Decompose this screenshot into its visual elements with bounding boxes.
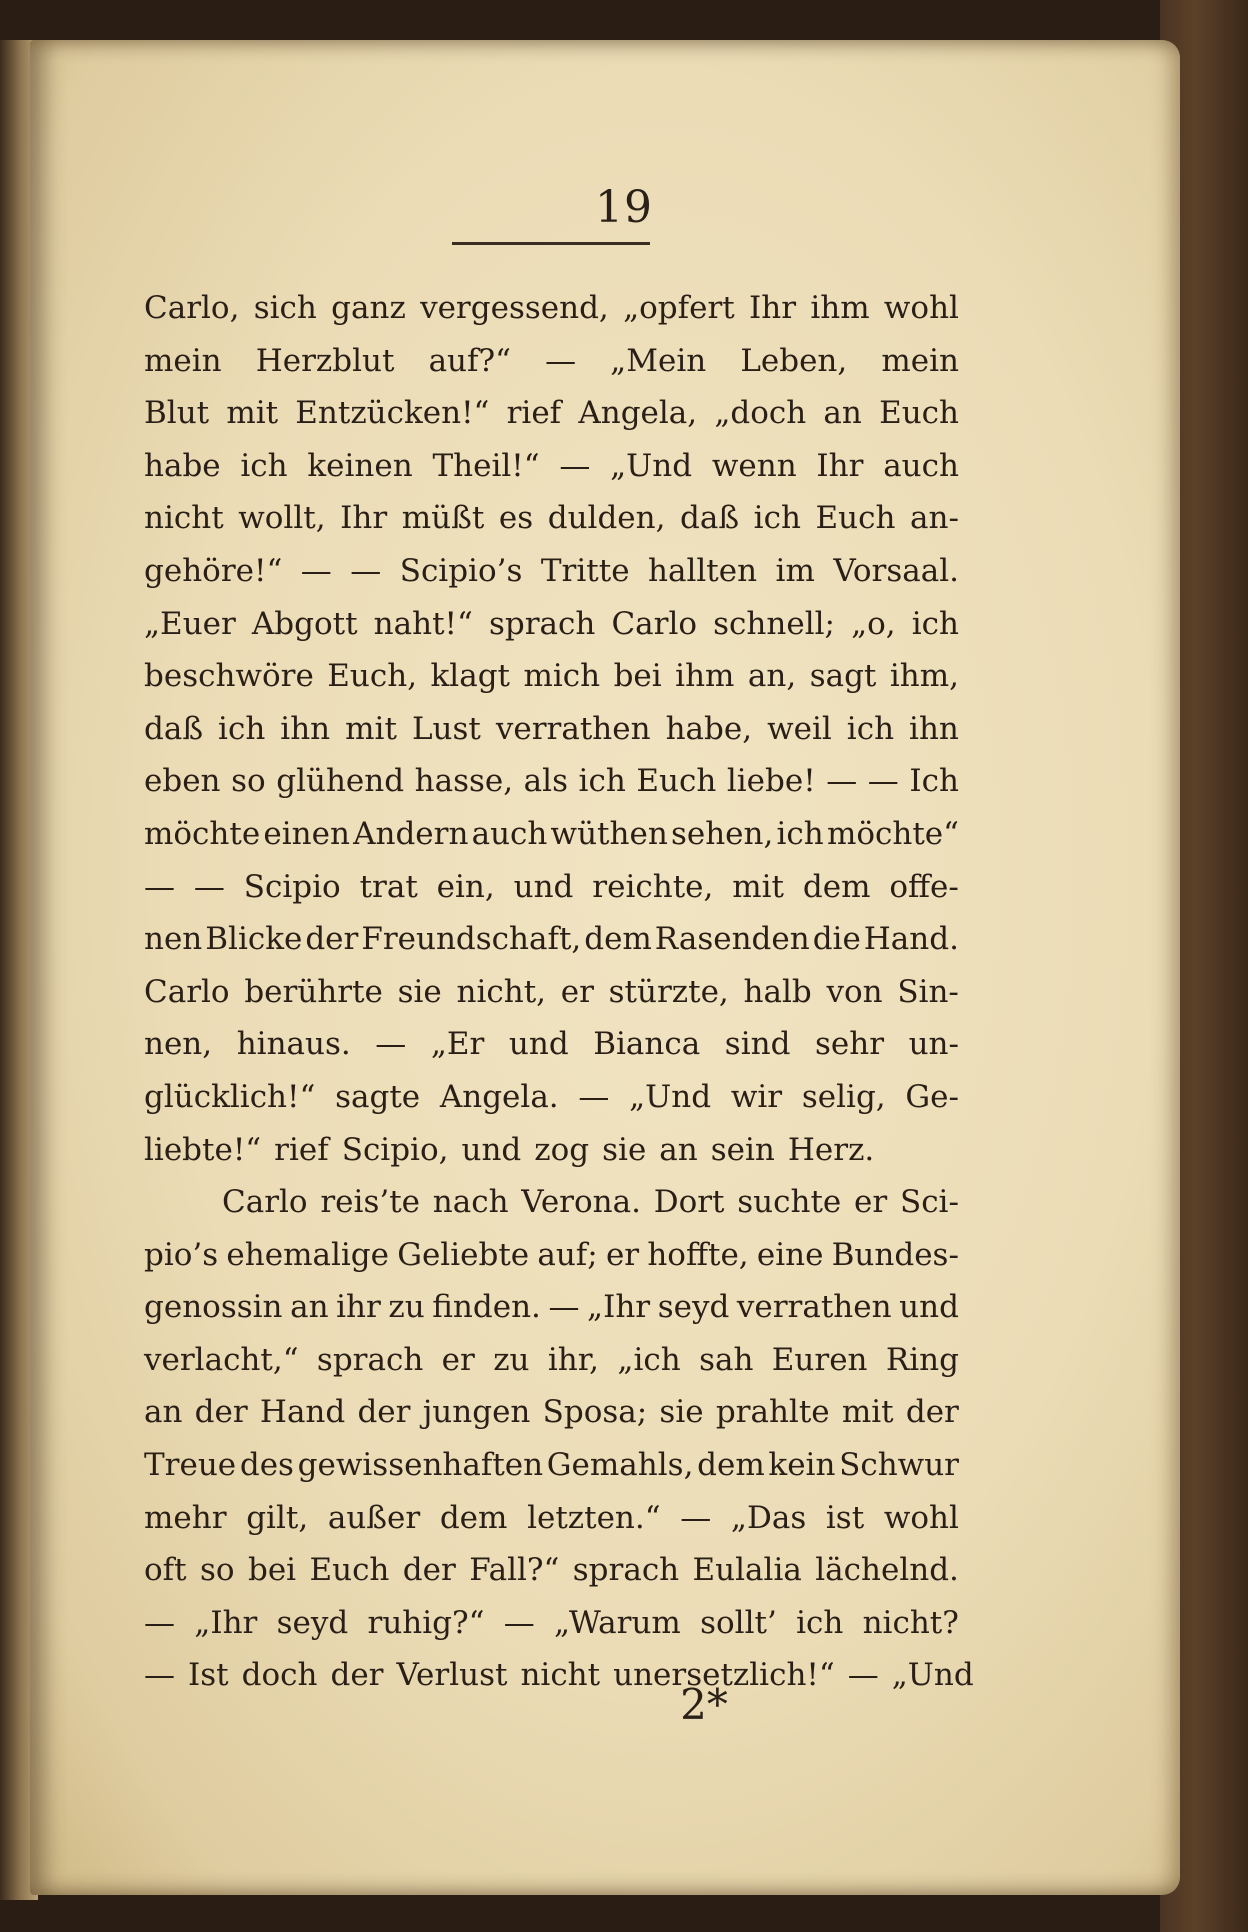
word: Ihr: [749, 290, 797, 326]
word: gehöre!“: [144, 552, 283, 589]
word: „Mein: [610, 342, 707, 379]
word: —: [144, 868, 175, 905]
word: zu: [388, 1289, 425, 1326]
word: Ich: [909, 763, 959, 800]
page-number: 19: [595, 182, 653, 233]
word: daß: [144, 710, 204, 747]
word: „Warum: [554, 1604, 681, 1641]
word: wollt,: [238, 500, 326, 537]
word: pio’s: [144, 1236, 219, 1273]
word: Ihr: [340, 500, 388, 537]
text-line: [144, 1439, 959, 1492]
word: an,: [747, 658, 797, 695]
word: verrathen: [736, 1289, 892, 1326]
word: Leben,: [740, 342, 848, 379]
word: auf?“: [428, 342, 511, 379]
word: nicht: [144, 500, 224, 537]
word: dem: [439, 1499, 508, 1536]
word: ehemalige: [226, 1236, 389, 1273]
word: ich: [578, 763, 626, 800]
word: rief: [274, 1131, 329, 1168]
word: sie: [602, 1131, 647, 1168]
word: un-: [908, 1026, 959, 1063]
word: Verona.: [521, 1184, 641, 1221]
word: verrathen: [495, 710, 651, 747]
word: prahlte: [715, 1394, 830, 1431]
word: —: [578, 1078, 610, 1115]
text-line: [144, 1176, 959, 1229]
word: „Euer: [144, 605, 236, 642]
word: genossin: [144, 1289, 283, 1326]
text-line: [144, 1229, 959, 1282]
word: —: [559, 447, 591, 484]
word: mich: [523, 658, 601, 695]
word: Scipio’s: [399, 552, 523, 589]
text-line: [144, 1597, 959, 1650]
word: mit: [345, 710, 397, 747]
word: ich: [846, 710, 895, 747]
word: —: [144, 1657, 175, 1694]
text-line: [144, 440, 959, 493]
word: der: [357, 1394, 411, 1431]
word: Schwur: [839, 1447, 959, 1484]
word: schnell;: [713, 605, 835, 642]
word: Ring: [885, 1341, 959, 1378]
text-line: [144, 1334, 959, 1387]
word: offe-: [889, 868, 959, 905]
word: an: [659, 1131, 698, 1168]
text-line: [144, 1281, 959, 1334]
text-line: [144, 1071, 959, 1124]
word: trat: [359, 868, 418, 905]
word: —: [193, 868, 225, 905]
word: sie: [659, 1394, 704, 1431]
word: und: [508, 1026, 569, 1063]
word: Sposa;: [542, 1394, 648, 1431]
word: ich: [753, 500, 801, 537]
word: ihn: [280, 710, 331, 747]
word: nicht,: [456, 973, 547, 1010]
word: ihn: [909, 710, 959, 747]
word: „Er: [430, 1026, 485, 1063]
word: ruhig?“: [367, 1604, 485, 1641]
word: dulden,: [547, 500, 666, 537]
word: Euch: [815, 500, 896, 537]
word: Tritte: [540, 552, 630, 589]
word: bei: [247, 1552, 297, 1589]
word: „opfert: [623, 290, 735, 326]
word: ein,: [436, 868, 495, 905]
word: Euch: [309, 1552, 390, 1589]
word: gewissenhaften: [297, 1447, 544, 1484]
word: eben: [144, 763, 221, 800]
word: und: [513, 868, 574, 905]
word: Treue: [144, 1447, 237, 1484]
word: Euch,: [327, 658, 418, 695]
word: liebte!“: [144, 1131, 262, 1168]
text-line: [144, 1386, 959, 1439]
word: so: [231, 763, 266, 800]
word: Euren: [771, 1341, 868, 1378]
word: Herz.: [787, 1131, 875, 1168]
word: ist: [825, 1499, 865, 1536]
word: klagt: [430, 658, 510, 695]
word: letzten.“: [527, 1499, 661, 1536]
word: Angela,: [578, 395, 698, 432]
word: halb: [743, 973, 812, 1010]
text-line: [144, 808, 959, 861]
text-line: [144, 492, 959, 545]
text-line: [144, 703, 959, 756]
word: auch: [471, 815, 548, 852]
text-line: [144, 861, 959, 914]
word: er: [441, 1341, 475, 1378]
text-line: [144, 1018, 959, 1071]
word: mein: [881, 342, 959, 379]
word: wenn: [711, 447, 797, 484]
word: daß: [680, 500, 740, 537]
word: zu: [493, 1341, 530, 1378]
word: Herzblut: [255, 342, 395, 379]
word: „ich: [617, 1341, 681, 1378]
word: Carlo: [611, 605, 698, 642]
word: er: [854, 1184, 888, 1221]
word: hoffte,: [647, 1236, 749, 1273]
word: —: [867, 763, 899, 800]
word: ich: [218, 710, 266, 747]
word: nach: [432, 1184, 509, 1221]
word: der: [330, 1657, 384, 1694]
word: Hand: [259, 1394, 346, 1431]
word: stürzte,: [608, 973, 729, 1010]
word: Abgott: [251, 605, 358, 642]
word: wohl: [883, 290, 959, 326]
word: auch: [883, 447, 959, 484]
word: —: [144, 1604, 175, 1641]
word: „Ihr: [194, 1604, 258, 1641]
word: seyd: [657, 1289, 730, 1326]
word: sagt: [809, 658, 877, 695]
word: Dort: [653, 1184, 725, 1221]
word: habe,: [665, 710, 753, 747]
word: nen: [144, 921, 203, 958]
word: berührte: [244, 973, 383, 1010]
word: Bundes-: [831, 1236, 959, 1273]
word: unersetzlich!“: [613, 1657, 835, 1694]
text-line: [144, 1492, 959, 1545]
word: liebe!: [726, 763, 816, 800]
word: Scipio: [243, 868, 341, 905]
word: Carlo,: [144, 290, 240, 326]
word: Carlo: [222, 1184, 308, 1221]
word: Hand.: [863, 921, 959, 958]
text-line: [144, 545, 959, 598]
word: Sci-: [899, 1184, 959, 1221]
word: und: [899, 1289, 959, 1326]
text-line: [144, 282, 959, 335]
word: auf;: [537, 1236, 598, 1273]
word: finden.: [432, 1289, 541, 1326]
word: sprach: [572, 1552, 680, 1589]
word: wüthen: [550, 815, 668, 852]
word: hallten: [648, 552, 758, 589]
word: Ihr: [816, 447, 864, 484]
word: nen,: [144, 1026, 213, 1063]
word: von: [826, 973, 883, 1010]
word: Angela.: [439, 1078, 559, 1115]
word: sehen,: [670, 815, 774, 852]
word: sprach: [488, 605, 596, 642]
word: oft: [144, 1552, 187, 1589]
word: Ist: [188, 1657, 229, 1694]
word: hinaus.: [236, 1026, 351, 1063]
word: keinen: [307, 447, 413, 484]
word: so: [200, 1552, 235, 1589]
word: Blicke: [205, 921, 303, 958]
word: sind: [724, 1026, 791, 1063]
word: —: [300, 552, 332, 589]
word: beschwöre: [144, 658, 314, 695]
word: ihm: [675, 658, 735, 695]
word: Andern: [353, 815, 469, 852]
word: Eulalia: [692, 1552, 802, 1589]
word: mit: [732, 868, 785, 905]
word: —: [680, 1499, 712, 1536]
word: Vorsaal.: [833, 552, 959, 589]
word: glühend: [276, 763, 405, 800]
word: einen: [263, 815, 350, 852]
word: Geliebte: [397, 1236, 530, 1273]
word: dem: [584, 921, 652, 958]
word: sie: [397, 973, 442, 1010]
word: müßt: [401, 500, 485, 537]
word: jungen: [422, 1394, 531, 1431]
word: der: [402, 1552, 456, 1589]
text-line: [144, 913, 959, 966]
word: sah: [699, 1341, 754, 1378]
word: mein: [144, 342, 222, 379]
word: Gemahls,: [546, 1447, 694, 1484]
word: kein: [768, 1447, 836, 1484]
word: ihm: [810, 290, 870, 326]
word: doch: [241, 1657, 318, 1694]
word: Euch: [879, 395, 959, 432]
word: Blut: [144, 395, 210, 432]
word: Sin-: [897, 973, 959, 1010]
word: an: [290, 1289, 329, 1326]
word: sich: [253, 290, 317, 326]
word: Bianca: [593, 1026, 701, 1063]
word: möchte“: [826, 815, 959, 852]
word: ich: [796, 1604, 844, 1641]
word: außer: [327, 1499, 421, 1536]
word: vergessend,: [420, 290, 609, 326]
word: Fall?“: [469, 1552, 560, 1589]
word: Carlo: [144, 973, 230, 1010]
text-line: [144, 1124, 959, 1177]
word: „Das: [730, 1499, 807, 1536]
word: mit: [841, 1394, 894, 1431]
word: reichte,: [592, 868, 714, 905]
word: „doch: [714, 395, 807, 432]
text-line: [144, 1544, 959, 1597]
word: reis’te: [320, 1184, 421, 1221]
word: —: [548, 1289, 580, 1326]
word: ich: [911, 605, 959, 642]
word: sagte: [335, 1078, 421, 1115]
word: —: [503, 1604, 535, 1641]
text-line: [144, 966, 959, 1019]
text-line: [144, 598, 959, 651]
word: der: [905, 1394, 959, 1431]
word: dem: [697, 1447, 765, 1484]
word: Verlust: [396, 1657, 508, 1694]
text-line: [144, 650, 959, 703]
word: „Und: [629, 1078, 712, 1115]
word: —: [545, 342, 577, 379]
word: hasse,: [414, 763, 514, 800]
word: lächelnd.: [815, 1552, 959, 1589]
word: wir: [730, 1078, 783, 1115]
text-line: [144, 335, 959, 388]
word: ihr,: [547, 1341, 600, 1378]
word: Theil!“: [432, 447, 540, 484]
word: Euch: [636, 763, 717, 800]
word: Freundschaft,: [361, 921, 582, 958]
word: ganz: [331, 290, 406, 326]
word: ich: [240, 447, 288, 484]
word: er: [560, 973, 594, 1010]
word: nicht?: [862, 1604, 959, 1641]
word: gilt,: [246, 1499, 309, 1536]
word: „Und: [891, 1657, 974, 1694]
word: naht!“: [373, 605, 473, 642]
word: ihm,: [889, 658, 959, 695]
word: Scipio,: [341, 1131, 449, 1168]
word: im: [775, 552, 815, 589]
word: an-: [910, 500, 959, 537]
word: möchte: [144, 815, 261, 852]
word: wohl: [883, 1499, 959, 1536]
word: und: [461, 1131, 522, 1168]
word: bei: [613, 658, 662, 695]
word: eine: [756, 1236, 824, 1273]
word: als: [523, 763, 568, 800]
word: sein: [710, 1131, 775, 1168]
word: selig,: [801, 1078, 886, 1115]
word: der: [194, 1394, 248, 1431]
word: —: [847, 1657, 879, 1694]
word: Rasenden: [654, 921, 810, 958]
word: an: [144, 1394, 183, 1431]
word: verlacht,“: [144, 1341, 299, 1378]
word: sollt’: [700, 1604, 777, 1641]
word: —: [350, 552, 382, 589]
word: habe: [144, 447, 221, 484]
word: „Ihr: [587, 1289, 651, 1326]
word: dem: [802, 868, 871, 905]
word: „Und: [610, 447, 693, 484]
word: es: [498, 500, 534, 537]
word: mit: [226, 395, 279, 432]
word: seyd: [276, 1604, 349, 1641]
word: nicht: [520, 1657, 601, 1694]
word: zog: [534, 1131, 590, 1168]
word: sprach: [316, 1341, 424, 1378]
signature-mark: 2*: [680, 1680, 728, 1729]
word: suchte: [737, 1184, 842, 1221]
word: —: [375, 1026, 407, 1063]
word: Lust: [411, 710, 481, 747]
word: —: [826, 763, 858, 800]
header-rule: [452, 242, 650, 245]
word: glücklich!“: [144, 1078, 316, 1115]
word: er: [605, 1236, 640, 1273]
word: ihr: [336, 1289, 381, 1326]
word: Ge-: [905, 1078, 959, 1115]
text-line: [144, 755, 959, 808]
word: die: [812, 921, 861, 958]
body-text: [144, 282, 974, 1702]
word: sehr: [814, 1026, 885, 1063]
word: rief: [506, 395, 562, 432]
word: weil: [767, 710, 832, 747]
word: der: [305, 921, 359, 958]
word: „o,: [851, 605, 896, 642]
word: Entzücken!“: [295, 395, 490, 432]
word: des: [239, 1447, 294, 1484]
text-line: [144, 387, 959, 440]
word: mehr: [144, 1499, 227, 1536]
word: ich: [776, 815, 824, 852]
word: an: [823, 395, 862, 432]
